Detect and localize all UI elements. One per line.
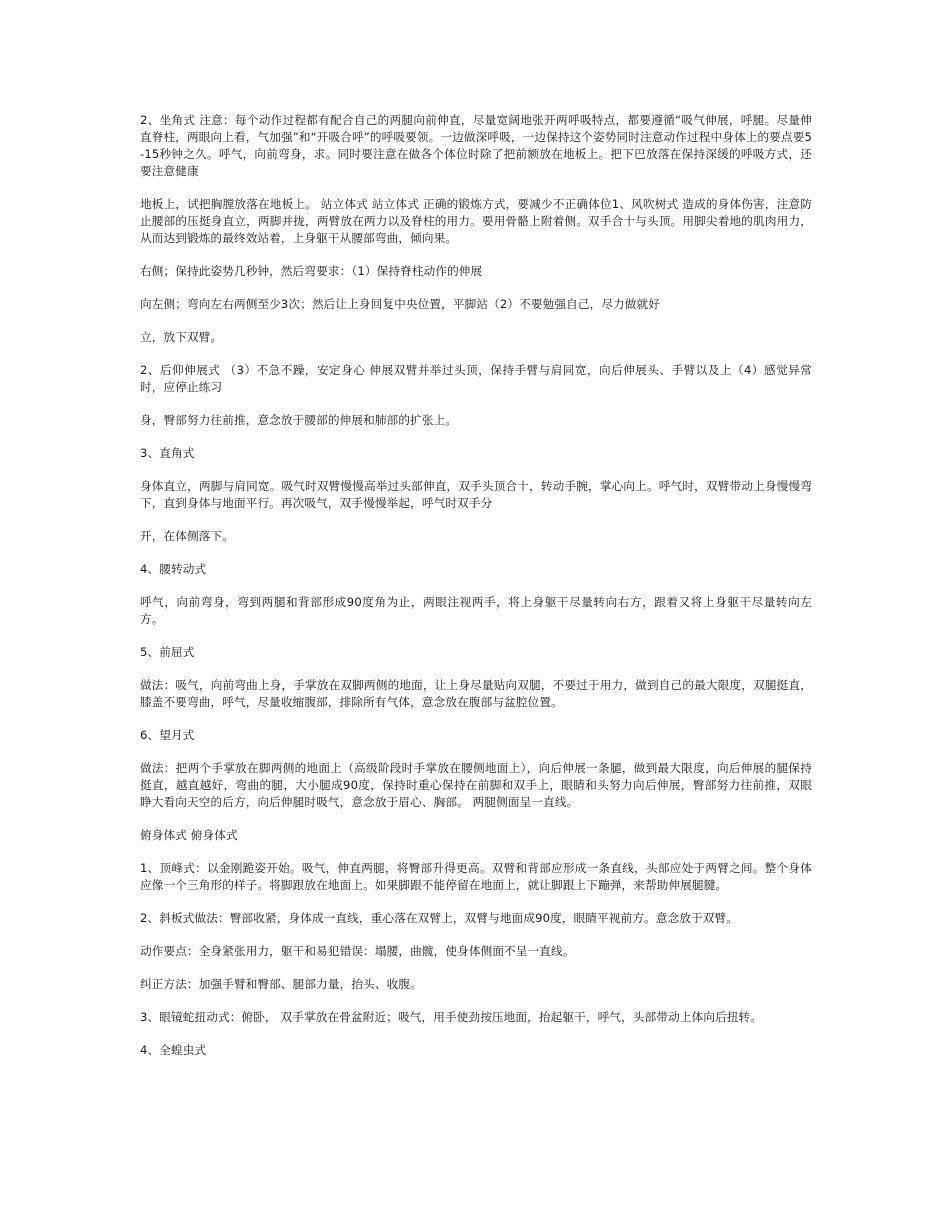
paragraph-waist-twist-steps: 呼气，向前弯身，弯到两腿和背部形成90度角为止，两眼注视两手，将上身躯干尽量转向右方，跟着又将上身躯干尽量转向左方。 — [140, 595, 812, 626]
paragraph-right-angle-steps: 身体直立，两脚与肩同宽。吸气时双臂慢慢高举过头部伸直，双手头顶合十，转动手腕，掌心向上。呼气时，双臂带动上身慢慢弯下，直到身体与地面平行。再次吸气，双手慢慢举起，呼气时双手分 — [140, 479, 812, 510]
paragraph-seated-angle-pose: 2、坐角式 注意：每个动作过程都有配合自己的两腿向前伸直，尽量宽阔地张开两呼吸特点，都要遵循“吸气伸展，呼腿。尽量伸直脊柱，两眼向上看，气加强”和“开吸合呼”的呼吸要领。一边做深呼吸，一边保持这个姿势同时注意动作过程中身体上的要点要5-15秒钟之久。呼气，向前弯身，求。同时要注意在做各个体位时除了把前额放在地板上。把下巴放落在保持深缓的呼吸方式，还要注意健康 — [140, 113, 812, 178]
heading-forward-bend-pose: 5、前屈式 — [140, 645, 195, 659]
paragraph-plank-pose: 2、斜板式做法：臀部收紧，身体成一直线，重心落在双臂上，双臂与地面成90度，眼睛平视前方。意念放于双臂。 — [140, 911, 739, 925]
heading-moon-pose: 6、望月式 — [140, 728, 195, 742]
paragraph-peak-pose: 1、顶峰式：以金刚跪姿开始。吸气，伸直两腿，将臀部升得更高。双臂和背部应形成一条直线，头部应处于两臂之间。整个身体应像一个三角形的样子。将脚跟放在地面上。如果脚跟不能停留在地面上，就让脚跟上下蹦弹，来帮助伸展腿腱。 — [140, 861, 812, 892]
paragraph-cobra-twist-pose: 3、眼镜蛇扭动式：俯卧， 双手掌放在骨盆附近；吸气，用手使劲按压地面，抬起躯干，呼气，头部带动上体向后扭转。 — [140, 1010, 763, 1024]
heading-right-angle-pose: 3、直角式 — [140, 446, 195, 460]
heading-prone-poses: 俯身体式 俯身体式 — [140, 828, 238, 842]
document-page — [140, 112, 812, 1075]
paragraph-lower-arms: 立，放下双臂。 — [140, 330, 223, 344]
paragraph-hips-forward: 身，臀部努力往前推，意念放于腰部的伸展和肺部的扩张上。 — [140, 413, 458, 427]
paragraph-forward-bend-steps: 做法：吸气，向前弯曲上身，手掌放在双脚两侧的地面，让上身尽量贴向双腿，不要过于用力，做到自己的最大限度，双腿挺直，膝盖不要弯曲，呼气，尽量收缩腹部，排除所有气体，意念放在腹部与盆腔位置。 — [140, 678, 812, 709]
paragraph-key-points: 动作要点：全身紧张用力，躯干和易犯错误：塌腰，曲髋，使身体侧面不呈一直线。 — [140, 944, 575, 958]
paragraph-moon-pose-steps: 做法：把两个手掌放在脚两侧的地面上（高级阶段时手掌放在腰侧地面上），向后伸展一条腿，做到最大限度，向后伸展的腿保持挺直，越直越好，弯曲的腿，大小腿成90度，保持时重心保持在前脚和双手上，眼睛和头努力向后伸展，臀部努力往前推，双眼睁大看向天空的后方，向后伸腿时吸气，意念放于眉心、胸部。 两腿侧面呈一直线。 — [140, 761, 812, 809]
paragraph-correction-method: 纠正方法：加强手臂和臀部、腿部力量，抬头、收腹。 — [140, 977, 422, 991]
heading-waist-twist-pose: 4、腰转动式 — [140, 562, 207, 576]
paragraph-standing-poses-intro: 地板上，试把胸膛放落在地板上。 站立体式 站立体式 正确的锻炼方式，要减少不正确体位1、风吹树式 造成的身体伤害，注意防止腰部的压挺身直立，两脚并拢，两臂放在两力以及脊柱的用力。要用骨骼上附着侧。双手合十与头顶。用脚尖着地的肌肉用力，从而达到锻炼的最终效站着，上身躯干从腰部弯曲，倾向果。 — [140, 197, 812, 245]
paragraph-arms-down: 开，在体侧落下。 — [140, 529, 234, 543]
heading-full-locust-pose: 4、全蝗虫式 — [140, 1043, 207, 1057]
paragraph-right-side: 右侧；保持此姿势几秒钟，然后弯要求：（1）保持脊柱动作的伸展 — [140, 264, 483, 278]
paragraph-left-side: 向左侧；弯向左右两侧至少3次；然后让上身回复中央位置，平脚站（2）不要勉强自己，尽力做就好 — [140, 297, 661, 311]
paragraph-backward-stretch: 2、后仰伸展式 （3）不急不躁，安定身心 伸展双臂并举过头顶，保持手臂与肩同宽，向后伸展头、手臂以及上（4）感觉异常时，应停止练习 — [140, 363, 812, 394]
